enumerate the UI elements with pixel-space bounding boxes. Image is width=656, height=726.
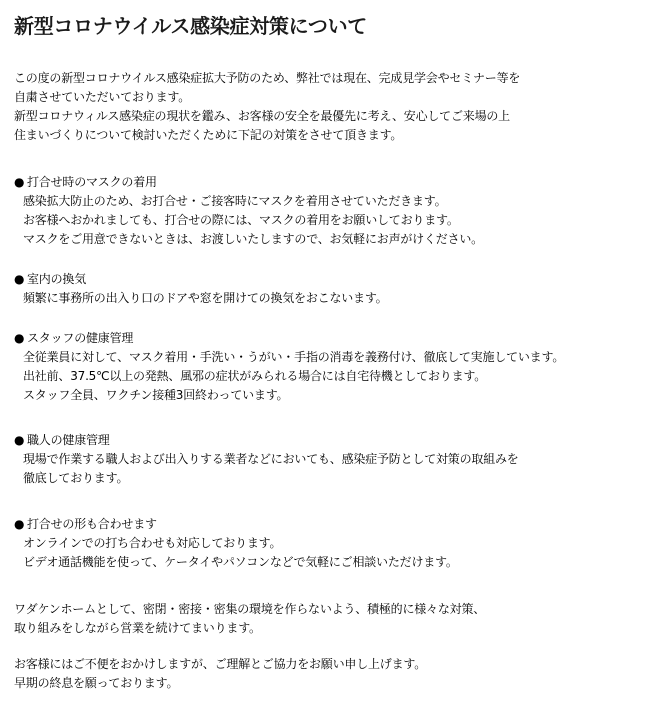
bullet-icon: ● xyxy=(14,433,25,447)
section-line: オンラインでの打ち合わせも対応しております。 xyxy=(23,536,282,550)
section-line: お客様へおかれましても、打合せの際には、マスクの着用をお願いしております。 xyxy=(23,213,459,227)
section-mask xyxy=(14,173,644,249)
section-line: 出社前、37.5℃以上の発熱、風邪の症状がみられる場合には自宅待機としております。 xyxy=(23,369,487,383)
section-heading-text: スタッフの健康管理 xyxy=(27,331,134,345)
closing-paragraph-2 xyxy=(14,655,644,693)
section-craftsman-health xyxy=(14,431,644,488)
intro-line: 住まいづくりについて検討いただくために下記の対策をさせて頂きます。 xyxy=(14,128,403,142)
section-heading xyxy=(14,329,644,348)
section-heading-text: 打合せの形も合わせます xyxy=(27,517,157,531)
intro-paragraph xyxy=(14,69,644,145)
section-heading-text: 打合せ時のマスクの着用 xyxy=(27,175,157,189)
bullet-icon: ● xyxy=(14,175,25,189)
section-heading-text: 室内の換気 xyxy=(27,272,87,286)
closing-paragraph-1 xyxy=(14,600,644,638)
bullet-icon: ● xyxy=(14,517,25,531)
section-line: マスクをご用意できないときは、お渡しいたしますので、お気軽にお声がけください。 xyxy=(23,232,483,246)
section-heading xyxy=(14,270,644,289)
page-title: 新型コロナウイルス感染症対策について xyxy=(14,14,367,38)
section-line: 全従業員に対して、マスク着用・手洗い・うがい・手指の消毒を義務付け、徹底して実施しています。 xyxy=(23,350,565,364)
section-heading-text: 職人の健康管理 xyxy=(27,433,110,447)
section-line: 現場で作業する職人および出入りする業者などにおいても、感染症予防として対策の取組みを xyxy=(23,452,519,466)
closing-line: 早期の終息を願っております。 xyxy=(14,676,179,690)
intro-line: 自粛させていただいております。 xyxy=(14,90,191,104)
section-meeting-format xyxy=(14,515,644,572)
section-heading xyxy=(14,431,644,450)
closing-line: 取り組みをしながら営業を続けてまいります。 xyxy=(14,621,261,635)
section-heading xyxy=(14,515,644,534)
bullet-icon: ● xyxy=(14,331,25,345)
section-line: 感染拡大防止のため、お打合せ・ご接客時にマスクを着用させていただきます。 xyxy=(23,194,447,208)
section-staff-health xyxy=(14,329,644,405)
bullet-icon: ● xyxy=(14,272,25,286)
section-heading xyxy=(14,173,644,192)
section-line: 頻繁に事務所の出入り口のドアや窓を開けての換気をおこないます。 xyxy=(23,291,388,305)
section-line: 徹底しております。 xyxy=(23,471,129,485)
section-line: スタッフ全員、ワクチン接種3回終わっています。 xyxy=(23,388,289,402)
intro-line: 新型コロナウィルス感染症の現状を鑑み、お客様の安全を最優先に考え、安心してご来場の上 xyxy=(14,109,510,123)
closing-line: ワダケンホームとして、密閉・密接・密集の環境を作らないよう、積極的に様々な対策、 xyxy=(14,602,486,616)
intro-line: この度の新型コロナウイルス感染症拡大予防のため、弊社では現在、完成見学会やセミナー等を xyxy=(14,71,521,85)
section-line: ビデオ通話機能を使って、ケータイやパソコンなどで気軽にご相談いただけます。 xyxy=(23,555,458,569)
closing-line: お客様にはご不便をおかけしますが、ご理解とご協力をお願い申し上げます。 xyxy=(14,657,427,671)
section-ventilation xyxy=(14,270,644,308)
